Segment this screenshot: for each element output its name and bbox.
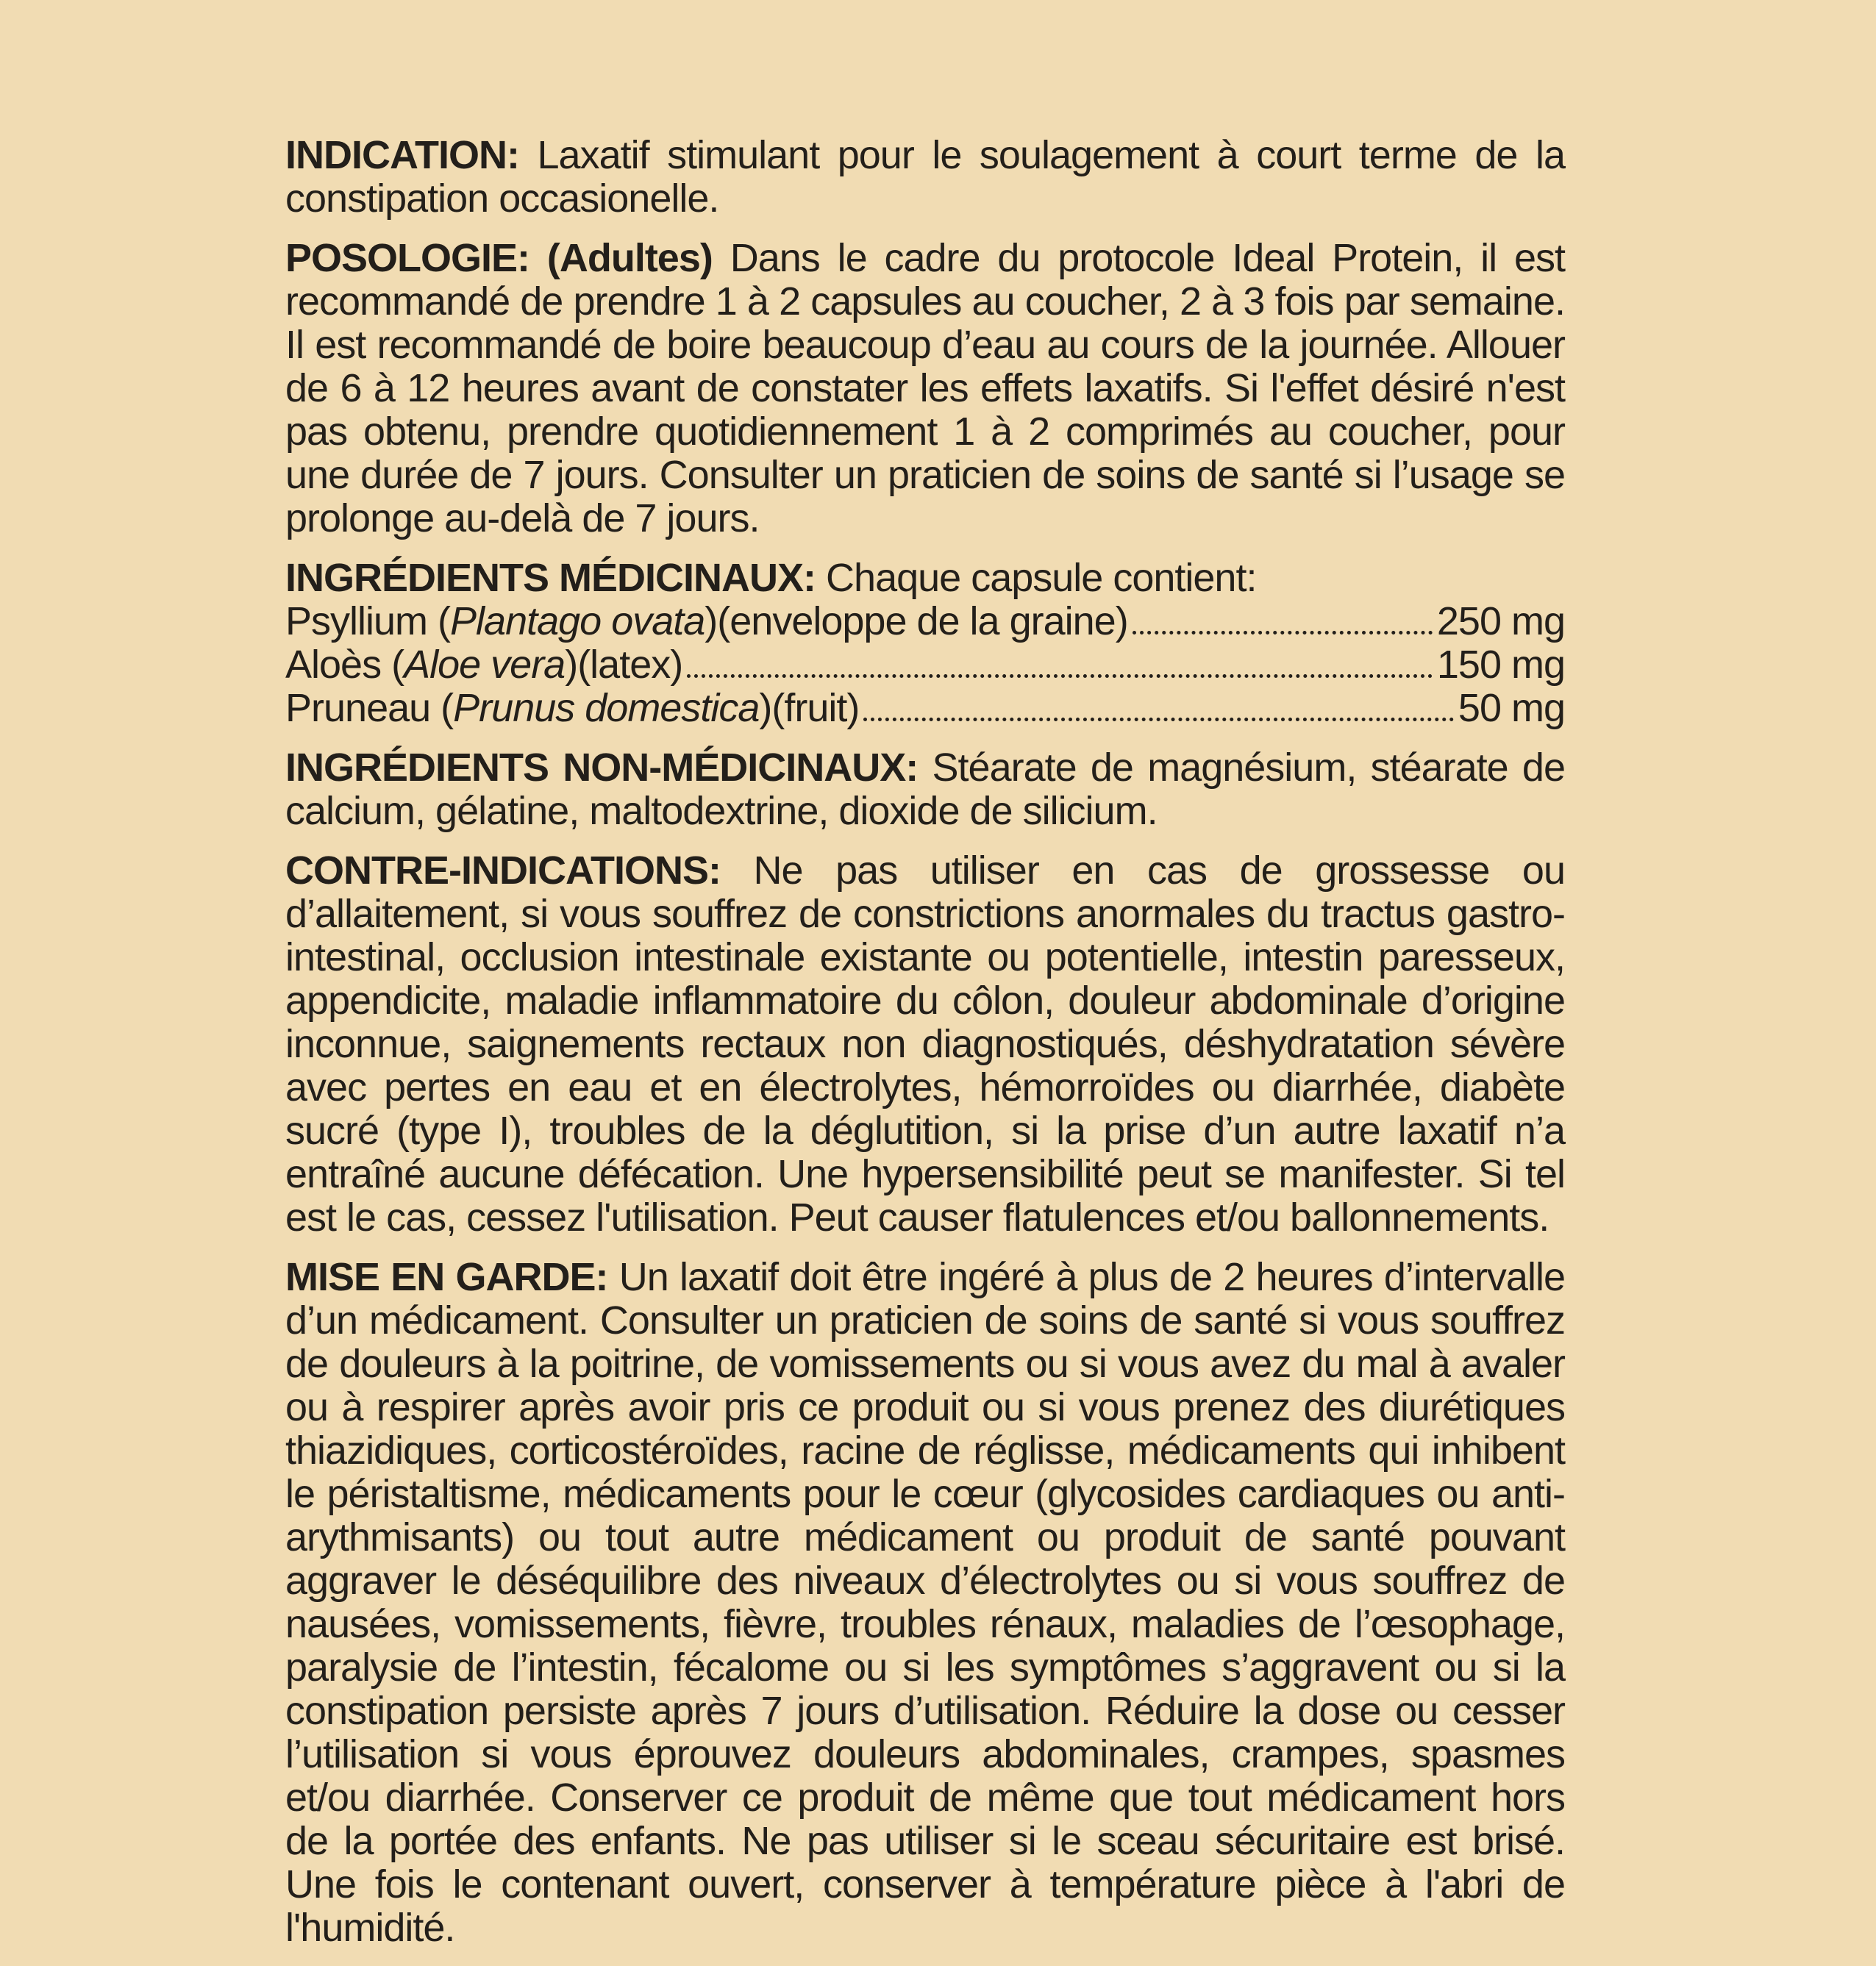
ingredient-row — [285, 687, 1565, 730]
non-medicinal-heading: INGRÉDIENTS NON-MÉDICINAUX: — [285, 746, 919, 790]
medicinal-heading: INGRÉDIENTS MÉDICINAUX: — [285, 556, 816, 600]
contre-indications-section — [285, 849, 1565, 1240]
ingredient-row — [285, 643, 1565, 687]
medicinal-ingredients-section — [285, 557, 1565, 730]
mise-en-garde-section — [285, 1256, 1565, 1950]
dot-leader — [1133, 631, 1433, 635]
non-medicinal-section — [285, 746, 1565, 833]
dot-leader — [687, 674, 1433, 678]
posologie-heading: POSOLOGIE: (Adultes) — [285, 236, 713, 280]
product-label-text — [285, 134, 1565, 1966]
mise-en-garde-text: Un laxatif doit être ingéré à plus de 2 heures d’intervalle d’un médicament. Consulter un praticien de soins de santé si vous souffrez de douleurs à la poitrine, de vomissements ou si vous avez du mal à avaler ou à respirer après avoir pris ce produit ou si vous prenez des diurétiques thiazidiques, corticostéroïdes, racine de réglisse, médicaments qui inhibent le péristaltisme, médicaments pour le cœur (glycosides cardiaques ou anti-arythmisants) ou tout autre médicament ou produit de santé pouvant aggraver le déséquilibre des niveaux d’électrolytes ou si vous souffrez de nausées, vomissements, fièvre, troubles rénaux, maladies de l’œsophage, paralysie de l’intestin, fécalome ou si les symptômes s’aggravent ou si la constipation persiste après 7 jours d’utilisation. Réduire la dose ou cesser l’utilisation si vous éprouvez douleurs abdominales, crampes, spasmes et/ou diarrhée. Conserver ce produit de même que tout médicament hors de la portée des enfants. Ne pas utiliser si le sceau sécuritaire est brisé. Une fois le contenant ouvert, conserver à température pièce à l'abri de l'humidité. — [285, 1255, 1565, 1950]
medicinal-ingredients-header — [285, 557, 1565, 600]
posologie-section — [285, 237, 1565, 540]
ingredient-amount: 50 mg — [1458, 686, 1565, 730]
ingredient-latin-name: Plantago ovata — [450, 599, 705, 643]
contre-indications-text: Ne pas utiliser en cas de grossesse ou d’allaitement, si vous souffrez de constrictions anormales du tractus gastro-intestinal, occlusion intestinale existante ou potentielle, intestin paresseux, appendicite, maladie inflammatoire du côlon, douleur abdominale d’origine inconnue, saignements rectaux non diagnostiqués, déshydratation sévère avec pertes en eau et en électrolytes, hémorroïdes ou diarrhée, diabète sucré (type I), troubles de la déglutition, si la prise d’un autre laxatif n’a entraîné aucune défécation. Une hypersensibilité peut se manifester. Si tel est le cas, cessez l'utilisation. Peut causer flatulences et/ou ballonnements. — [285, 848, 1565, 1240]
dot-leader — [863, 718, 1454, 721]
ingredient-name: Pruneau (Prunus domestica)(fruit) — [285, 686, 860, 730]
contre-indications-heading: CONTRE-INDICATIONS: — [285, 848, 721, 893]
indication-section — [285, 134, 1565, 221]
ingredient-amount: 150 mg — [1436, 643, 1565, 687]
ingredient-name: Aloès (Aloe vera)(latex) — [285, 643, 683, 687]
indication-heading: INDICATION: — [285, 133, 519, 177]
medicinal-intro: Chaque capsule contient: — [816, 556, 1257, 600]
ingredient-latin-name: Aloe vera — [404, 643, 566, 687]
indication-text: Laxatif stimulant pour le soulagement à court terme de la constipation occasionelle. — [285, 133, 1565, 221]
posologie-text: Dans le cadre du protocole Ideal Protein, il est recommandé de prendre 1 à 2 capsules au coucher, 2 à 3 fois par semaine. Il est recommandé de boire beaucoup d’eau au cours de la journée. Allouer de 6 à 12 heures avant de constater les effets laxatifs. Si l'effet désiré n'est pas obtenu, prendre quotidiennement 1 à 2 comprimés au coucher, pour une durée de 7 jours. Consulter un praticien de soins de santé si l’usage se prolonge au-delà de 7 jours. — [285, 236, 1565, 540]
ingredient-amount: 250 mg — [1436, 599, 1565, 643]
ingredient-latin-name: Prunus domestica — [453, 686, 760, 730]
ingredient-row — [285, 600, 1565, 643]
ingredient-name: Psyllium (Plantago ovata)(enveloppe de la graine) — [285, 599, 1128, 643]
non-medicinal-text: Stéarate de magnésium, stéarate de calcium, gélatine, maltodextrine, dioxide de silicium. — [285, 746, 1565, 833]
mise-en-garde-heading: MISE EN GARDE: — [285, 1255, 608, 1299]
